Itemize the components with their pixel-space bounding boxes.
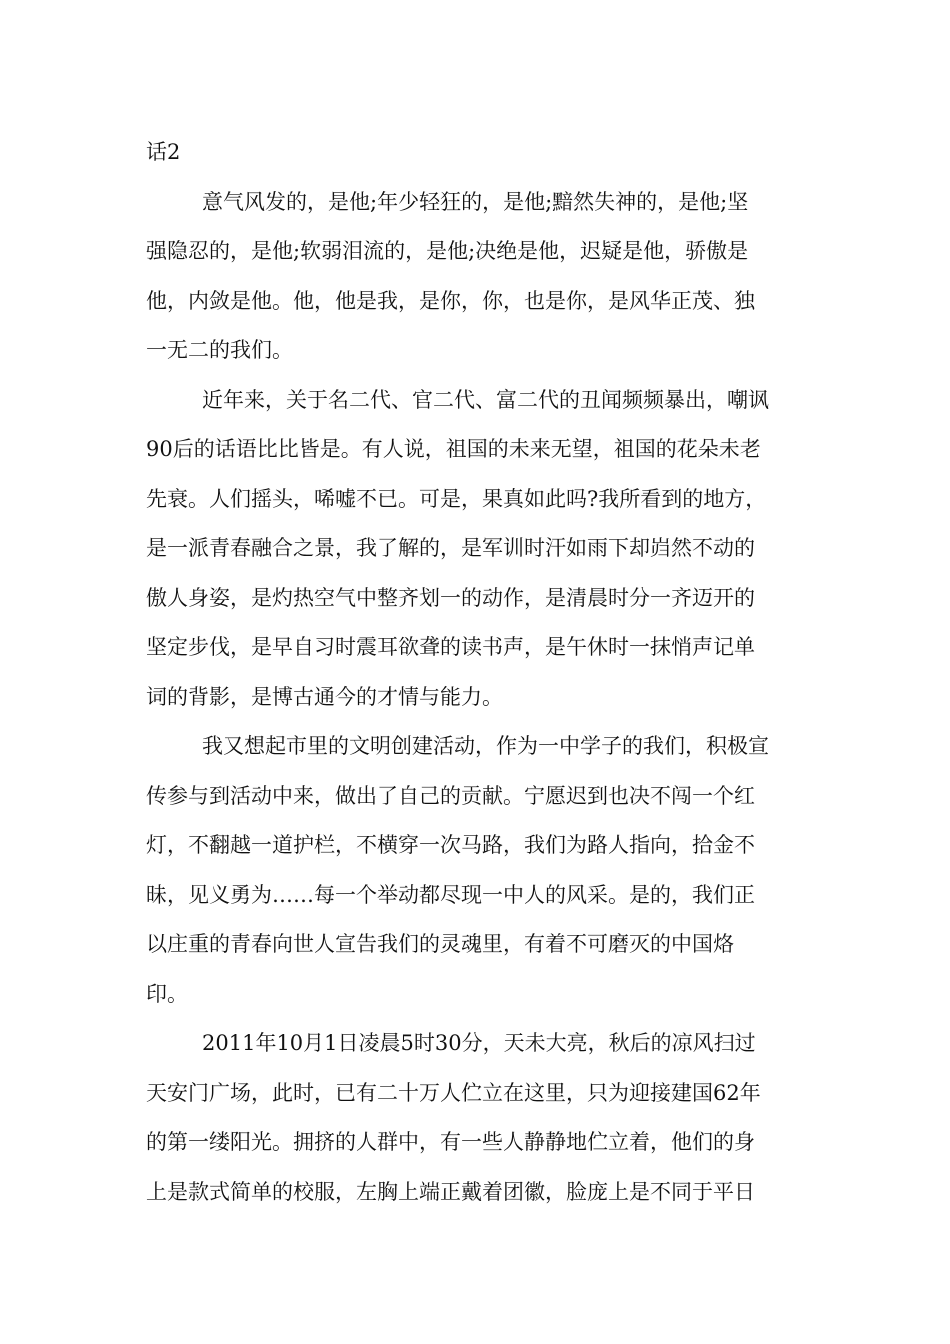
text-line: 一无二的我们。: [146, 338, 293, 362]
text-line: 天安门广场，此时，已有二十万人伫立在这里，只为迎接建国62年: [146, 1080, 761, 1105]
document-body: [146, 128, 808, 1217]
text-line: 印。: [146, 981, 188, 1006]
text-line: 的第一缕阳光。拥挤的人群中，有一些人静静地伫立着，他们的身: [146, 1130, 755, 1154]
text-line: 90后的话语比比皆是。有人说，祖国的未来无望，祖国的花朵未老: [146, 437, 761, 461]
text-line: 近年来，关于名二代、官二代、富二代的丑闻频频暴出，嘲讽: [202, 387, 769, 412]
paragraph-heading-fragment: [146, 128, 808, 178]
text-line: 灯，不翻越一道护栏，不横穿一次马路，我们为路人指向，拾金不: [146, 833, 755, 857]
text-line: 先衰。人们摇头，唏嘘不已。可是，果真如此吗?我所看到的地方，: [146, 486, 767, 511]
text-line: 上是款式简单的校服，左胸上端正戴着团徽，脸庞上是不同于平日: [146, 1179, 755, 1204]
paragraph-2: [146, 376, 808, 723]
paragraph-1: [146, 178, 808, 376]
text-line: 以庄重的青春向世人宣告我们的灵魂里，有着不可磨灭的中国烙: [146, 932, 734, 956]
text-line: 是一派青春融合之景，我了解的，是军训时汗如雨下却岿然不动的: [146, 536, 755, 560]
text-line: 2011年10月1日凌晨5时30分，天未大亮，秋后的凉风扫过: [202, 1031, 756, 1055]
text-line: 话2: [146, 140, 181, 164]
text-line: 他，内敛是他。他，他是我，是你，你，也是你，是风华正茂、独: [146, 288, 755, 313]
text-line: 傲人身姿，是灼热空气中整齐划一的动作，是清晨时分一齐迈开的: [146, 585, 755, 610]
text-line: 昧，见义勇为……每一个举动都尽现一中人的风采。是的，我们正: [146, 882, 755, 907]
text-line: 意气风发的，是他;年少轻狂的，是他;黯然失神的，是他;坚: [202, 189, 749, 214]
paragraph-3: [146, 722, 808, 1019]
text-line: 传参与到活动中来，做出了自己的贡献。宁愿迟到也决不闯一个红: [146, 783, 755, 808]
paragraph-4: [146, 1019, 808, 1217]
text-line: 词的背影，是博古通今的才情与能力。: [146, 684, 503, 709]
text-line: 坚定步伐，是早自习时震耳欲聋的读书声，是午休时一抹悄声记单: [146, 635, 755, 659]
text-line: 我又想起市里的文明创建活动，作为一中学子的我们，积极宣: [202, 734, 769, 758]
text-line: 强隐忍的，是他;软弱泪流的，是他;决绝是他，迟疑是他，骄傲是: [146, 239, 749, 263]
